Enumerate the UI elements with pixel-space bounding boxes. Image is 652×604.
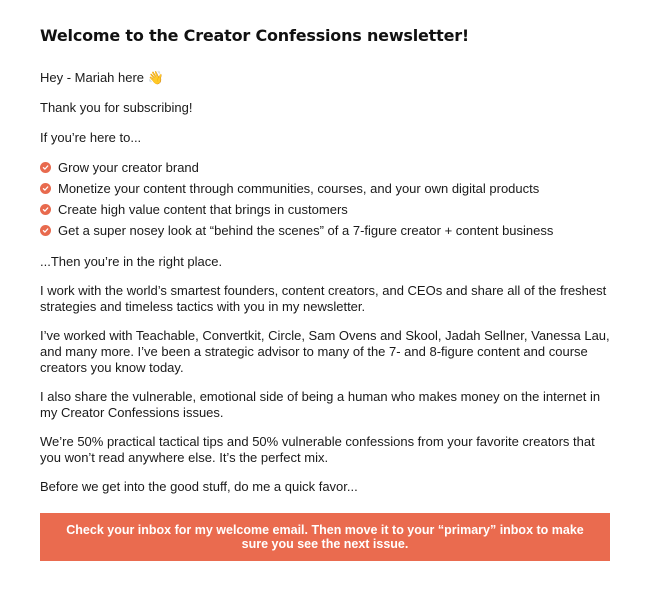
newsletter-welcome bbox=[40, 26, 610, 561]
then-text: ...Then you’re in the right place. bbox=[40, 254, 223, 269]
page-title: Welcome to the Creator Confessions newsletter! bbox=[40, 26, 470, 45]
welcome-email-cta-banner[interactable]: Check your inbox for my welcome email. Then move it to your “primary” inbox to make sure you see the next issue. bbox=[40, 513, 610, 561]
body-paragraph: I work with the world’s smartest founders, content creators, and CEOs and share all of the freshest strategies and timeless tactics with you in my newsletter. bbox=[40, 283, 607, 314]
body-paragraph: We’re 50% practical tactical tips and 50% vulnerable confessions from your favorite creators that you won’t read anywhere else. It’s the perfect mix. bbox=[40, 434, 595, 465]
intro-text: If you’re here to... bbox=[40, 130, 142, 145]
check-circle-icon bbox=[40, 183, 51, 194]
benefits-list bbox=[40, 157, 610, 241]
body-paragraph: I also share the vulnerable, emotional side of being a human who makes money on the internet in my Creator Confessions issues. bbox=[40, 389, 601, 420]
list-item bbox=[40, 178, 610, 199]
check-circle-icon bbox=[40, 162, 51, 173]
list-item-label: Monetize your content through communities, courses, and your own digital products bbox=[58, 180, 540, 196]
list-item bbox=[40, 220, 610, 241]
check-circle-icon bbox=[40, 225, 51, 236]
favor-text: Before we get into the good stuff, do me a quick favor... bbox=[40, 479, 358, 494]
greeting-text: Hey - Mariah here 👋 bbox=[40, 70, 164, 85]
thanks-text: Thank you for subscribing! bbox=[40, 100, 193, 115]
list-item bbox=[40, 157, 610, 178]
check-circle-icon bbox=[40, 204, 51, 215]
list-item-label: Create high value content that brings in customers bbox=[58, 201, 348, 217]
body-paragraph: I’ve worked with Teachable, Convertkit, Circle, Sam Ovens and Skool, Jadah Sellner, Vanessa Lau, and many more. I’ve been a strategic advisor to many of the 7- and 8-figure content and course creators you know today. bbox=[40, 328, 610, 375]
list-item-label: Get a super nosey look at “behind the scenes” of a 7-figure creator + content business bbox=[58, 222, 554, 238]
list-item-label: Grow your creator brand bbox=[58, 159, 199, 175]
list-item bbox=[40, 199, 610, 220]
